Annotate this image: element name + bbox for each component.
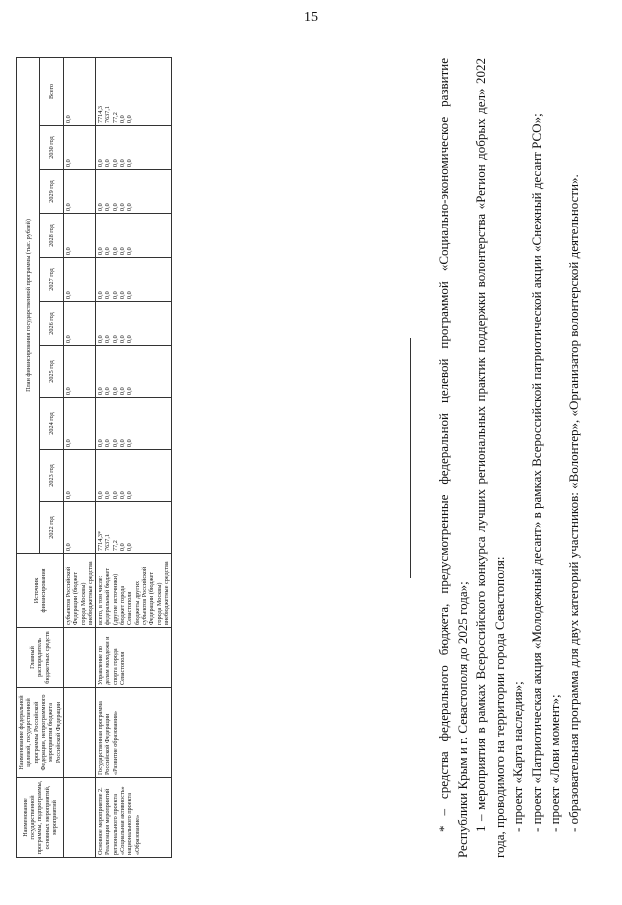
header-year: 2030 год	[40, 126, 63, 170]
value-line: 0,0	[119, 335, 127, 343]
bullet-item: - проект «Патриотическая акция «Молодежный десант» в рамках Всероссийской патриотической акции «Снежный десант РСО»;	[528, 113, 544, 832]
value-line: 0,0	[119, 543, 127, 551]
value-line: 0,0	[111, 159, 119, 167]
value-line: 0,0	[119, 203, 127, 211]
value-line: 7637,1	[104, 533, 112, 551]
value-line: 0,0	[119, 115, 127, 123]
header-federal-program: Наименование федеральной целевой, государственной программы Российской Федерации, непрограммного мероприятия бюджета Российской Федерации	[17, 688, 64, 778]
value-line: 0,0	[111, 203, 119, 211]
row-manager-cell	[63, 628, 95, 688]
source-line: внебюджетные средства	[162, 561, 170, 625]
source-line: бюджеты других субъектов Российской Федерации (бюджет города Москвы)	[133, 566, 163, 625]
value-line: 7714,3*	[97, 530, 105, 551]
value-line: 0,0	[126, 247, 134, 255]
table-body	[63, 57, 171, 857]
value-line: 0,0	[64, 247, 72, 255]
row-manager-cell: Управление по делам молодежи и спорта города Севастополя	[96, 628, 172, 688]
row-value-cell	[96, 398, 172, 450]
header-year: 2025 год	[40, 346, 63, 398]
value-line: 0,0	[104, 335, 112, 343]
value-line: 7637,1	[104, 105, 112, 123]
value-line: 77,2	[111, 112, 119, 123]
row-value-cell	[96, 214, 172, 258]
value-line: 77,2	[111, 540, 119, 551]
row-federal-cell: Государственная программа Российской Федерации «Развитие образования»	[96, 688, 172, 778]
value-line: 0,0	[64, 335, 72, 343]
row-value-cell	[96, 302, 172, 346]
value-line: 0,0	[126, 387, 134, 395]
value-line: 0,0	[111, 291, 119, 299]
value-line: 0,0	[119, 291, 127, 299]
row-value-cell	[63, 258, 95, 302]
header-total: Всего	[40, 57, 63, 125]
page-number: 15	[304, 10, 318, 25]
header-year: 2023 год	[40, 450, 63, 502]
row-value-cell	[63, 346, 95, 398]
header-name: Наименование государственной программы, подпрограммы, основных мероприятий, мероприятий	[17, 778, 64, 858]
value-line: 0,0	[119, 387, 127, 395]
table-row	[63, 57, 95, 857]
value-line: 0,0	[126, 439, 134, 447]
value-line: 0,0	[97, 439, 105, 447]
value-line: 0,0	[97, 491, 105, 499]
row-name-cell	[63, 778, 95, 858]
row-sources-cell	[96, 554, 172, 628]
value-line: 0,0	[97, 159, 105, 167]
value-line: 0,0	[104, 387, 112, 395]
value-line: 0,0	[126, 115, 134, 123]
value-line: 0,0	[97, 247, 105, 255]
value-line: 0,0	[111, 387, 119, 395]
value-line: 0,0	[64, 439, 72, 447]
source-line: бюджет города Севастополя	[119, 585, 134, 625]
bullet-item: - проект «Лови момент»;	[547, 694, 563, 832]
value-line: 0,0	[119, 247, 127, 255]
row-value-cell	[96, 57, 172, 125]
financing-table	[16, 57, 172, 858]
value-line: 0,0	[64, 543, 72, 551]
value-line: 0,0	[126, 203, 134, 211]
value-line: 0,0	[111, 247, 119, 255]
value-line: 0,0	[64, 115, 72, 123]
value-line: 0,0	[97, 387, 105, 395]
row-federal-cell	[63, 688, 95, 778]
table-row	[96, 57, 172, 857]
bullet-item: - проект «Карта наследия»;	[510, 681, 526, 832]
source-line: федеральный бюджет (другие источники)	[104, 568, 119, 625]
row-name-cell: Основное мероприятие 2. Реализация мероприятий регионального проекта «Социальная активность» национального проекта «Образование»	[96, 778, 172, 858]
source-line: субъектов Российской Федерации (бюджет города Москвы)	[64, 566, 87, 625]
value-line: 0,0	[104, 247, 112, 255]
source-line: внебюджетные средства	[86, 561, 94, 625]
header-manager: Главный распорядитель бюджетных средств	[17, 628, 64, 688]
header-year: 2029 год	[40, 170, 63, 214]
row-value-cell	[96, 170, 172, 214]
row-value-cell	[96, 126, 172, 170]
value-line: 0,0	[97, 291, 105, 299]
row-value-cell	[96, 346, 172, 398]
header-year: 2024 год	[40, 398, 63, 450]
row-value-cell	[63, 450, 95, 502]
source-line: всего, в том числе:	[97, 575, 105, 625]
value-line: 0,0	[104, 491, 112, 499]
value-line: 0,0	[64, 291, 72, 299]
value-line: 0,0	[64, 159, 72, 167]
value-line: 0,0	[64, 387, 72, 395]
rotated-content	[16, 38, 606, 858]
value-line: 0,0	[97, 335, 105, 343]
value-line: 0,0	[119, 159, 127, 167]
row-value-cell	[63, 398, 95, 450]
value-line: 0,0	[97, 203, 105, 211]
note-item-1: 1 – мероприятия в рамках Всероссийского конкурса лучших региональных практик поддержки волонтерства «Регион добрых дел» 2022 года, проводимого на территории города Севастополя:	[473, 58, 507, 858]
value-line: 0,0	[119, 491, 127, 499]
value-line: 0,0	[126, 159, 134, 167]
row-value-cell	[63, 126, 95, 170]
value-line: 0,0	[111, 335, 119, 343]
notes-section	[388, 58, 584, 858]
header-year: 2027 год	[40, 258, 63, 302]
separator-line	[410, 338, 411, 578]
row-value-cell	[96, 502, 172, 554]
row-value-cell	[63, 502, 95, 554]
row-value-cell	[63, 170, 95, 214]
header-year: 2022 год	[40, 502, 63, 554]
row-value-cell	[63, 57, 95, 125]
row-value-cell	[63, 302, 95, 346]
value-line: 0,0	[64, 203, 72, 211]
header-source: Источник финансирования	[17, 554, 64, 628]
value-line: 0,0	[119, 439, 127, 447]
value-line: 0,0	[126, 291, 134, 299]
value-line: 0,0	[104, 439, 112, 447]
footnote-text: * – средства федерального бюджета, предусмотренные федеральной целевой программой «Социально-экономическое развитие Республики Крым и г. Севастополя до 2025 года»;	[436, 58, 470, 858]
value-line: 0,0	[104, 203, 112, 211]
bullet-item: - образовательная программа для двух категорий участников: «Волонтер», «Организатор волонтерской деятельности».	[566, 174, 582, 832]
header-plan: План финансирования государственной программы (тыс. рублей)	[17, 57, 40, 553]
header-year: 2028 год	[40, 214, 63, 258]
header-year: 2026 год	[40, 302, 63, 346]
header-row	[17, 57, 40, 857]
value-line: 0,0	[104, 159, 112, 167]
value-line: 0,0	[111, 439, 119, 447]
value-line: 0,0	[64, 491, 72, 499]
row-value-cell	[63, 214, 95, 258]
value-line: 0,0	[126, 543, 134, 551]
value-line: 0,0	[111, 491, 119, 499]
value-line: 0,0	[126, 491, 134, 499]
row-sources-cell	[63, 554, 95, 628]
value-line: 0,0	[104, 291, 112, 299]
row-value-cell	[96, 450, 172, 502]
row-value-cell	[96, 258, 172, 302]
value-line: 0,0	[126, 335, 134, 343]
value-line: 7714,3	[97, 105, 105, 123]
